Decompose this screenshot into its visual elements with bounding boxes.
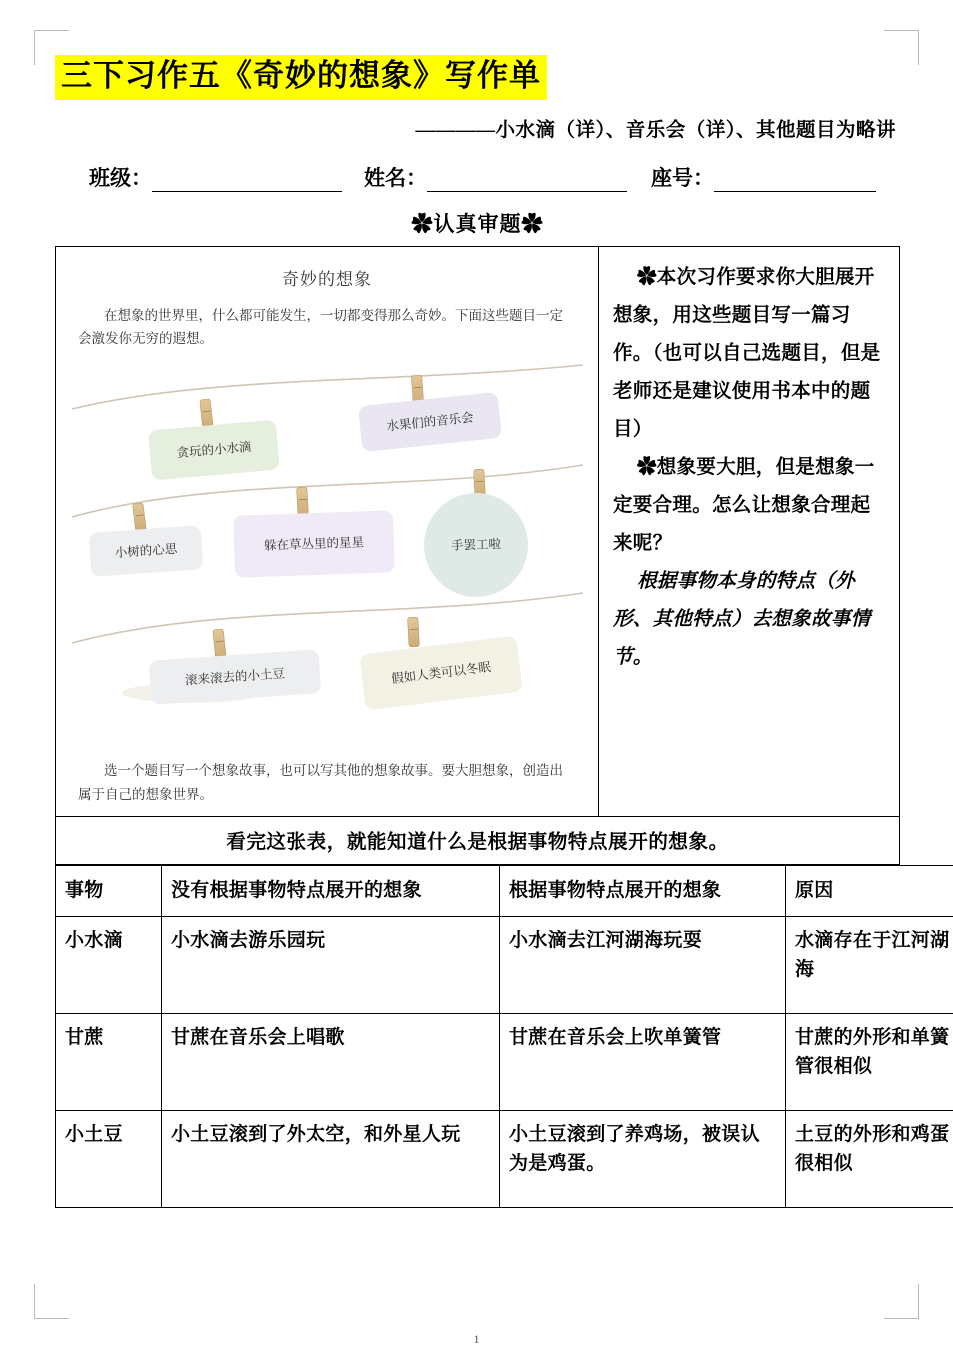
topic-card-4 bbox=[233, 510, 395, 578]
textbook-excerpt-pane bbox=[56, 247, 599, 817]
field-name bbox=[364, 162, 627, 192]
requirement-paragraph-1: ✿本次习作要求你大胆展开想象，用这些题目写一篇习作。（也可以自己选题目，但是老师还是建议使用书本中的题目） bbox=[613, 266, 881, 440]
table-cell-with: 小土豆滚到了养鸡场，被误认为是鸡蛋。 bbox=[500, 1110, 786, 1207]
table-cell-thing: 甘蔗 bbox=[56, 1013, 162, 1110]
textbook-illustration bbox=[72, 357, 582, 757]
page-title: 三下习作五《奇妙的想象》写作单 bbox=[55, 55, 547, 100]
table-caption: 看完这张表，就能知道什么是根据事物特点展开的想象。 bbox=[55, 817, 900, 865]
topic-card-5-label: 手罢工啦 bbox=[450, 537, 502, 553]
topic-card-4-label: 躲在草丛里的星星 bbox=[263, 535, 365, 553]
clip-icon-7 bbox=[407, 617, 420, 648]
crop-mark-bottom-right bbox=[884, 1284, 919, 1319]
student-info-fields bbox=[55, 162, 900, 192]
requirements-pane bbox=[599, 247, 899, 817]
table-cell-reason: 水滴存在于江河湖海 bbox=[786, 916, 953, 1013]
field-class-input[interactable] bbox=[152, 171, 342, 192]
table-header-thing: 事物 bbox=[56, 866, 162, 916]
field-seat-number-label: 座号： bbox=[651, 165, 714, 190]
table-header-without: 没有根据事物特点展开的想象 bbox=[162, 866, 500, 916]
table-cell-without: 甘蔗在音乐会上唱歌 bbox=[162, 1013, 500, 1110]
table-header-reason: 原因 bbox=[786, 866, 953, 916]
field-class bbox=[89, 162, 342, 192]
table-cell-without: 小土豆滚到了外太空，和外星人玩 bbox=[162, 1110, 500, 1207]
table-row bbox=[56, 916, 953, 1013]
topic-card-2-label: 水果们的音乐会 bbox=[385, 410, 475, 434]
table-cell-reason: 甘蔗的外形和单簧管很相似 bbox=[786, 1013, 953, 1110]
table-cell-thing: 小土豆 bbox=[56, 1110, 162, 1207]
requirement-paragraph-3: 根据事物本身的特点（外形、其他特点）去想象故事情节。 bbox=[613, 570, 871, 668]
topic-card-3 bbox=[89, 525, 204, 577]
textbook-footer: 选一个题目写一个想象故事，也可以写其他的想象故事。要大胆想象，创造出属于自己的想象世界。 bbox=[78, 763, 563, 802]
title-row bbox=[55, 55, 900, 100]
table-cell-with: 甘蔗在音乐会上吹单簧管 bbox=[500, 1013, 786, 1110]
crop-mark-bottom-left bbox=[34, 1284, 69, 1319]
table-cell-thing: 小水滴 bbox=[56, 916, 162, 1013]
document-content bbox=[55, 55, 950, 1208]
textbook-title: 奇妙的想象 bbox=[282, 269, 372, 289]
requirement-paragraph-2: ✿想象要大胆，但是想象一定要合理。怎么让想象合理起来呢？ bbox=[613, 456, 875, 554]
field-seat-number-input[interactable] bbox=[714, 171, 876, 192]
imagination-table bbox=[55, 865, 953, 1207]
section-heading: ✿认真审题✿ bbox=[411, 211, 544, 236]
topic-card-6-label: 滚来滚去的小土豆 bbox=[184, 666, 286, 688]
table-header-with: 根据事物特点展开的想象 bbox=[500, 866, 786, 916]
table-cell-reason: 土豆的外形和鸡蛋很相似 bbox=[786, 1110, 953, 1207]
field-seat-number bbox=[651, 162, 876, 192]
field-class-label: 班级： bbox=[89, 165, 152, 190]
textbook-intro: 在想象的世界里，什么都可能发生，一切都变得那么奇妙。下面这些题目一定会激发你无穷的遐想。 bbox=[78, 307, 563, 347]
table-cell-without: 小水滴去游乐园玩 bbox=[162, 916, 500, 1013]
topic-card-7-label: 假如人类可以冬眠 bbox=[390, 659, 492, 686]
table-header-row bbox=[56, 866, 953, 916]
table-cell-with: 小水滴去江河湖海玩耍 bbox=[500, 916, 786, 1013]
document-subtitle: ————小水滴（详）、音乐会（详）、其他题目为略讲 bbox=[415, 119, 896, 141]
field-name-label: 姓名： bbox=[364, 165, 427, 190]
table-row bbox=[56, 1013, 953, 1110]
main-box bbox=[55, 246, 900, 818]
table-row bbox=[56, 1110, 953, 1207]
topic-card-3-label: 小树的心思 bbox=[114, 541, 178, 561]
field-name-input[interactable] bbox=[427, 171, 627, 192]
page-number: 1 bbox=[473, 1332, 480, 1346]
topic-card-1-label: 贪玩的小水滴 bbox=[176, 439, 252, 461]
